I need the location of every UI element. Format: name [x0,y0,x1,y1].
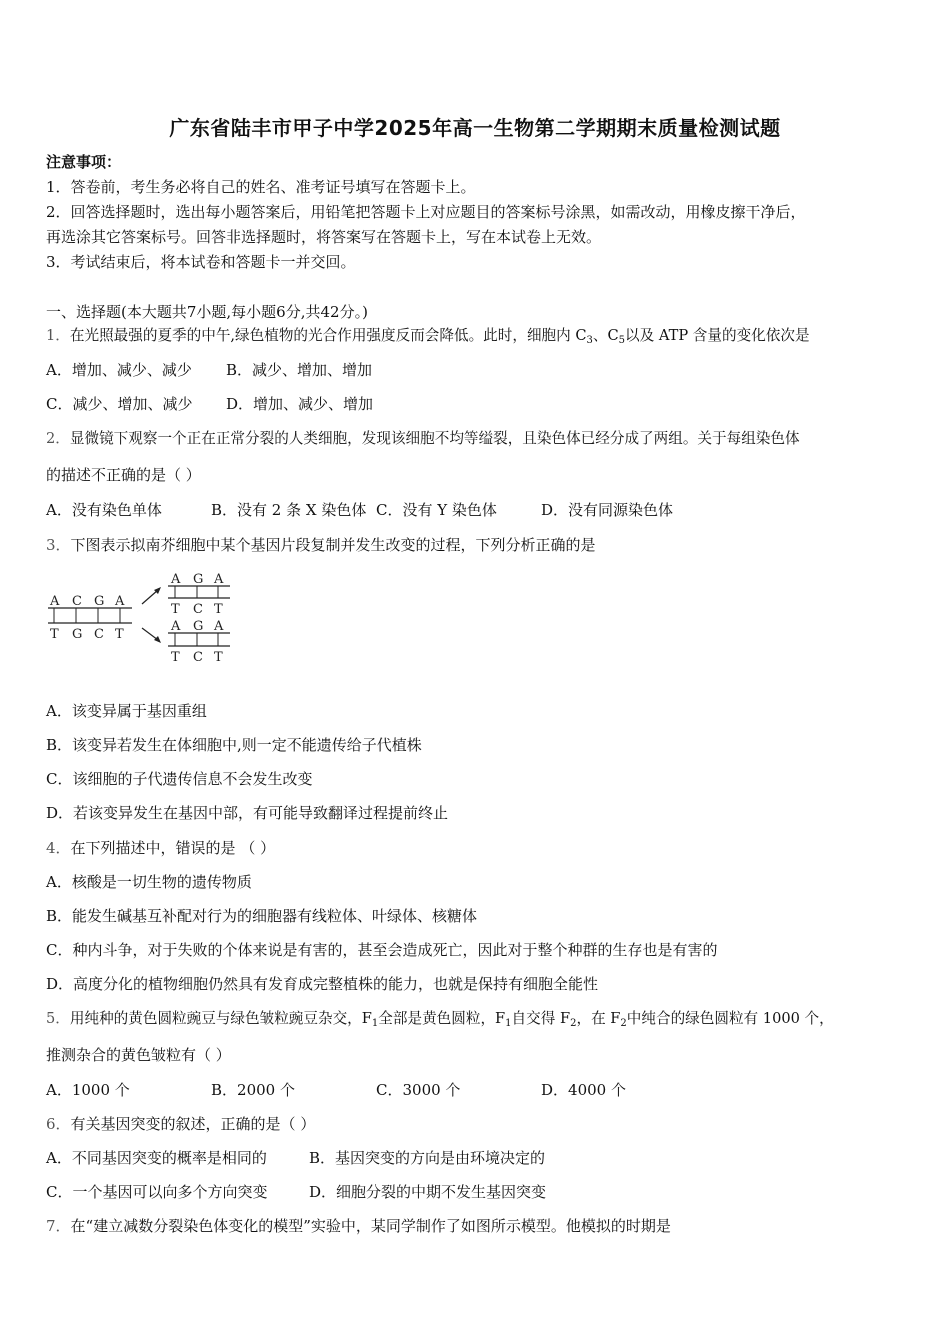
base-label: A [214,572,224,587]
option-d: D．4000 个 [541,1081,626,1099]
option-c: C．种内斗争，对于失败的个体来说是有害的，甚至会造成死亡，因此对于整个种群的生存也是有害的 [46,941,718,959]
question-text: 在下列描述中，错误的是 （ ） [70,839,276,857]
question-text: 中纯合的绿色圆粒有 1000 个， [626,1010,834,1027]
notice-item: 2．回答选择题时，选出每小题答案后，用铅笔把答题卡上对应题目的答案标号涂黑，如需改动，用橡皮擦干净后， [46,203,806,221]
base-label: G [94,594,105,609]
options-row [46,1148,545,1168]
base-label: T [214,602,223,617]
notice-item: 再选涂其它答案标号。回答非选择题时，将答案写在答题卡上，写在本试卷上无效。 [46,228,602,246]
base-label: G [193,619,204,634]
notice-item: 3．考试结束后，将本试卷和答题卡一并交回。 [46,253,356,271]
base-label: T [115,627,124,642]
question-number: 2． [46,430,70,447]
base-label: C [193,602,203,617]
option-c: C．该细胞的子代遗传信息不会发生改变 [46,770,313,788]
base-label: G [72,627,83,642]
option-d: D．细胞分裂的中期不发生基因突变 [309,1183,547,1201]
base-label: A [171,572,181,587]
question-text: 显微镜下观察一个正在正常分裂的人类细胞，发现该细胞不均等缢裂，且染色体已经分成了两组。关于每组染色体 [69,430,800,447]
question-text: 自交得 F [511,1010,571,1027]
option-d: D．增加、减少、增加 [226,395,374,413]
question-4 [46,838,275,858]
question-5 [46,1009,834,1029]
option-b: B．该变异若发生在体细胞中,则一定不能遗传给子代植株 [46,736,422,754]
option-c: C．一个基因可以向多个方向突变 [46,1183,268,1201]
base-label: T [171,602,180,617]
option-a: A．1000 个 [46,1081,130,1099]
question-7 [46,1216,671,1236]
base-label: G [193,572,204,587]
option-a: A．该变异属于基因重组 [46,702,207,720]
option-b: B．2000 个 [211,1081,295,1099]
base-label: A [115,594,125,609]
options-row [46,394,373,414]
subscript: 3 [586,335,593,346]
option-b: B．没有 2 条 X 染色体 [211,501,367,519]
question-text: 用纯种的黄色圆粒豌豆与绿色皱粒豌豆杂交，F [69,1010,372,1027]
question-2 [46,429,800,449]
subscript: 2 [570,1018,577,1029]
question-1 [46,326,810,346]
base-label: A [171,619,181,634]
question-number: 4． [46,839,71,857]
option-b: B．基因突变的方向是由环境决定的 [309,1149,546,1167]
option-a: A．不同基因突变的概率是相同的 [46,1149,267,1167]
subscript: 2 [620,1018,627,1029]
option-a: A．没有染色单体 [46,501,162,519]
question-number: 7． [46,1217,71,1235]
question-number: 3． [46,536,71,554]
question-3 [46,535,596,555]
subscript: 5 [618,335,626,346]
option-b: B．能发生碱基互补配对行为的细胞器有线粒体、叶绿体、核糖体 [46,907,478,925]
base-label: T [171,650,180,665]
option-c: C．没有 Y 染色体 [376,501,497,519]
arrow-up-icon [142,590,158,604]
option-b: B．减少、增加、增加 [226,361,373,379]
question-text: 以及 ATP 含量的变化依次是 [625,327,810,344]
question-text: 全部是黄色圆粒，F [378,1010,506,1027]
subscript: 1 [371,1018,379,1029]
base-label: T [50,627,59,642]
question-6 [46,1114,315,1134]
page-title: 广东省陆丰市甲子中学2025年高一生物第二学期期末质量检测试题 [169,116,781,140]
options-row [46,1080,626,1100]
dna-replication-diagram [40,568,240,672]
option-a: A．核酸是一切生物的遗传物质 [46,873,252,891]
question-text: 在光照最强的夏季的中午,绿色植物的光合作用强度反而会降低。此时，细胞内 C [69,327,587,344]
question-text: 下图表示拟南芥细胞中某个基因片段复制并发生改变的过程，下列分析正确的是 [70,536,596,554]
option-d: D．高度分化的植物细胞仍然具有发育成完整植株的能力，也就是保持有细胞全能性 [46,975,599,993]
option-a: A．增加、减少、减少 [46,361,192,379]
options-row [46,500,673,520]
options-row [46,1182,546,1202]
question-text: 的描述不正确的是（ ） [46,466,201,484]
notice-item: 1．答卷前，考生务必将自己的姓名、准考证号填写在答题卡上。 [46,178,476,196]
base-label: A [50,594,60,609]
base-label: C [94,627,104,642]
question-text: 有关基因突变的叙述，正确的是（ ） [70,1115,316,1133]
base-label: C [72,594,82,609]
question-number: 1． [46,327,70,344]
option-d: D．若该变异发生在基因中部，有可能导致翻译过程提前终止 [46,804,449,822]
question-text: 、C [592,327,619,344]
question-text: ，在 F [576,1010,621,1027]
base-label: C [193,650,203,665]
option-c: C．减少、增加、减少 [46,395,193,413]
arrow-down-icon [142,628,158,640]
question-text: 推测杂合的黄色皱粒有（ ） [46,1046,231,1064]
option-d: D．没有同源染色体 [541,501,674,519]
section-heading: 一、选择题(本大题共7小题,每小题6分,共42分。) [46,303,368,321]
question-number: 5． [46,1010,70,1027]
subscript: 1 [505,1018,512,1029]
base-label: A [214,619,224,634]
base-label: T [214,650,223,665]
option-c: C．3000 个 [376,1081,461,1099]
notice-heading: 注意事项： [46,153,122,171]
question-text: 在“建立减数分裂染色体变化的模型”实验中，某同学制作了如图所示模型。他模拟的时期是 [70,1217,671,1235]
options-row [46,360,372,380]
question-number: 6． [46,1115,71,1133]
